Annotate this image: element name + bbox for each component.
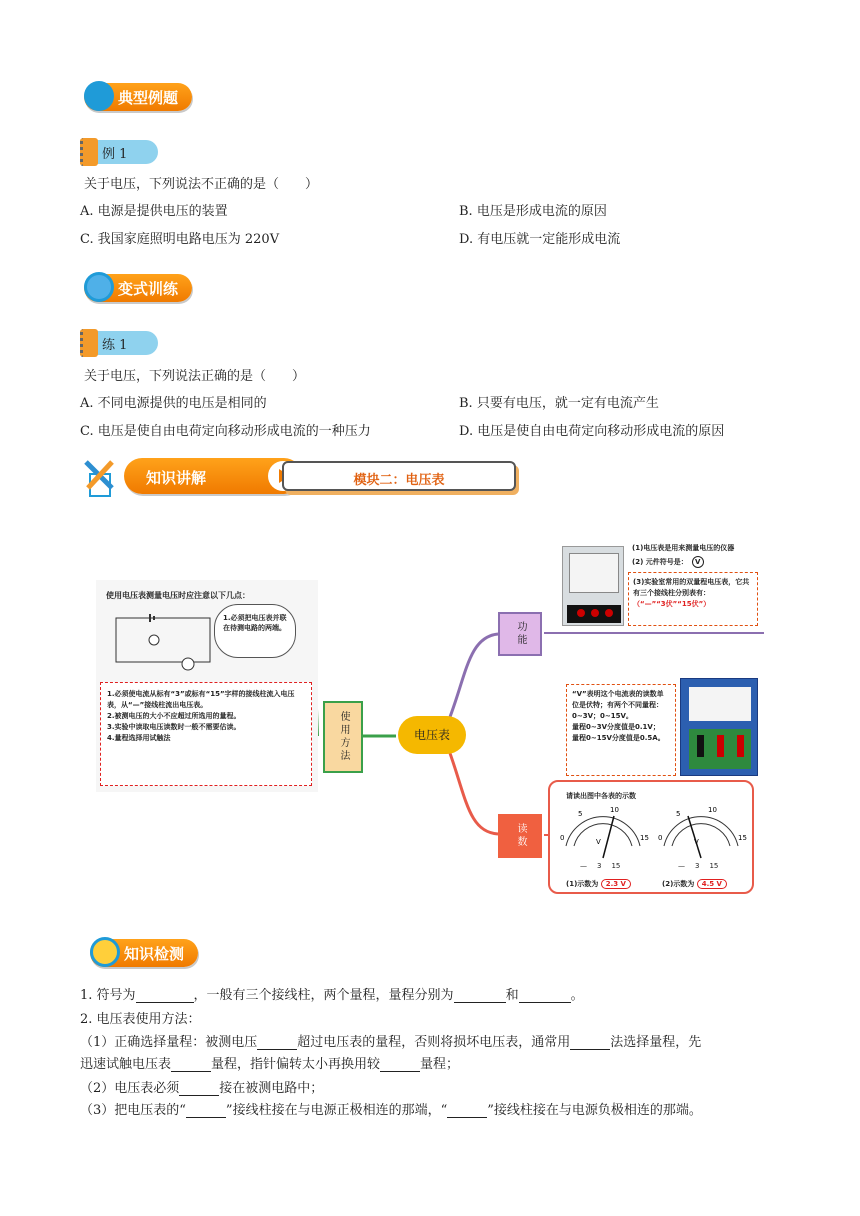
- range-panel: [562, 678, 762, 778]
- example-tag: 例 1: [80, 140, 158, 164]
- rule-4: 4.量程选择用试触法: [107, 734, 171, 742]
- check-q2-3: （3）把电压表的“ ”接线柱接在与电源正极相连的那端，“ ”接线柱接在与电源负极相连的那端。: [80, 1103, 702, 1118]
- example-option-b: B. 电压是形成电流的原因: [459, 204, 607, 219]
- rule-2: 2.被测电压的大小不应超过所选用的量程。: [107, 712, 241, 720]
- use-node: [323, 701, 363, 773]
- read-node: [498, 814, 542, 858]
- func-label: 功能: [515, 621, 526, 647]
- svg-text:0: 0: [658, 834, 663, 842]
- check-q2-2: （2）电压表必须 接在被测电路中；: [80, 1081, 324, 1096]
- practice-tag: 练 1: [80, 331, 158, 355]
- example-option-a: A. 电源是提供电压的装置: [80, 204, 228, 219]
- use-panel: [96, 580, 318, 792]
- typical-badge: [84, 83, 192, 111]
- svg-text:15: 15: [738, 834, 747, 842]
- use-label: 使用方法: [338, 711, 349, 763]
- read-label: 读数: [515, 823, 526, 849]
- func-panel: [562, 536, 762, 628]
- variant-badge: [84, 274, 192, 302]
- lightbulb-icon: [90, 937, 120, 967]
- meter-2: [654, 802, 748, 866]
- module-box: [282, 461, 516, 491]
- mindmap: [96, 532, 764, 897]
- func-node: [498, 612, 542, 656]
- example-option-c: C. 我国家庭照明电路电压为 220V: [80, 232, 280, 247]
- notebook-icon: [80, 329, 98, 357]
- check-q2-1-cont: 迅速试触电压表 量程，指针偏转太小再换用较 量程；: [80, 1057, 460, 1072]
- module-title: 模块二：电压表: [353, 473, 445, 488]
- example-option-d: D. 有电压就一定能形成电流: [459, 232, 621, 247]
- example-question: 关于电压，下列说法不正确的是（ ）: [84, 177, 319, 192]
- rule-1: 1.必须使电流从标有“3”或标有“15”字样的接线柱流入电压表，从“—”接线柱流出电压表。: [107, 690, 295, 709]
- check-title: 知识检测: [90, 939, 198, 967]
- svg-text:10: 10: [610, 806, 619, 814]
- practice-option-b: B. 只要有电压，就一定有电流产生: [459, 396, 659, 411]
- read-panel: [548, 780, 754, 894]
- bubble: 1.必须把电压表并联在待测电路的两端。: [214, 604, 296, 658]
- svg-text:5: 5: [676, 810, 681, 818]
- func-line-1: (1)电压表是用来测量电压的仪器: [632, 544, 735, 552]
- check-q1: 1. 符号为 ，一般有三个接线柱，两个量程，量程分别为 和 。: [80, 988, 584, 1003]
- practice-option-a: A. 不同电源提供的电压是相同的: [80, 396, 267, 411]
- tools-icon: [82, 458, 118, 498]
- svg-text:V: V: [596, 838, 601, 846]
- lightbulb-icon: [84, 272, 114, 302]
- center-node: [398, 716, 466, 754]
- knowledge-title-bar: [124, 458, 302, 494]
- terminals-1: — 3 15: [580, 862, 621, 870]
- notebook-icon: [80, 138, 98, 166]
- knowledge-header: [82, 456, 522, 502]
- meter-1: [556, 802, 650, 866]
- practice-option-d: D. 电压是使自由电荷定向移动形成电流的原因: [459, 424, 725, 439]
- typical-title: 典型例题: [84, 83, 192, 111]
- voltmeter-photo: [562, 546, 624, 626]
- use-panel-title: 使用电压表测量电压时应注意以下几点：: [106, 591, 250, 600]
- rule-3: 3.实验中读取电压读数时一般不需要估读。: [107, 723, 241, 731]
- knowledge-title: 知识讲解: [146, 469, 207, 487]
- range-text-box: “V”表明这个电流表的读数单位是伏特；有两个不同量程：0~3V；0~15V。 量程0~3V分度值是0.1V； 量程0~15V分度值是0.5A。: [566, 684, 676, 776]
- svg-text:5: 5: [578, 810, 583, 818]
- voltmeter-photo-2: [680, 678, 758, 776]
- svg-text:V: V: [694, 838, 699, 846]
- svg-text:0: 0: [560, 834, 565, 842]
- practice-option-c: C. 电压是使自由电荷定向移动形成电流的一种压力: [80, 424, 371, 439]
- answer-2-value: 4.5 V: [697, 879, 727, 889]
- answer-1-value: 2.3 V: [601, 879, 631, 889]
- func-dashed-box: (3)实验室常用的双量程电压表，它共有三个接线柱分别表有： （“—”“3伏”“15伏”）: [628, 572, 758, 626]
- svg-text:15: 15: [640, 834, 649, 842]
- read-title: 请读出图中各表的示数: [566, 792, 636, 800]
- circuit-diagram: [110, 608, 220, 676]
- check-badge: [90, 939, 198, 967]
- practice-question: 关于电压，下列说法正确的是（ ）: [84, 369, 306, 384]
- check-q2: 2. 电压表使用方法：: [80, 1012, 201, 1027]
- center-label: 电压表: [413, 728, 450, 742]
- variant-title: 变式训练: [84, 274, 192, 302]
- terminals-2: — 3 15: [678, 862, 719, 870]
- answer-2: (2)示数为 4.5 V: [662, 878, 727, 890]
- svg-text:10: 10: [708, 806, 717, 814]
- pencil-icon: [84, 81, 114, 111]
- rules-box: [100, 682, 312, 786]
- check-q2-1: （1）正确选择量程：被测电压 超过电压表的量程，否则将损坏电压表，通常用 法选择量程，先: [80, 1035, 702, 1050]
- voltmeter-symbol-icon: V: [692, 556, 704, 568]
- answer-1: (1)示数为 2.3 V: [566, 878, 631, 890]
- func-line-2: (2) 元件符号是： V: [632, 556, 704, 568]
